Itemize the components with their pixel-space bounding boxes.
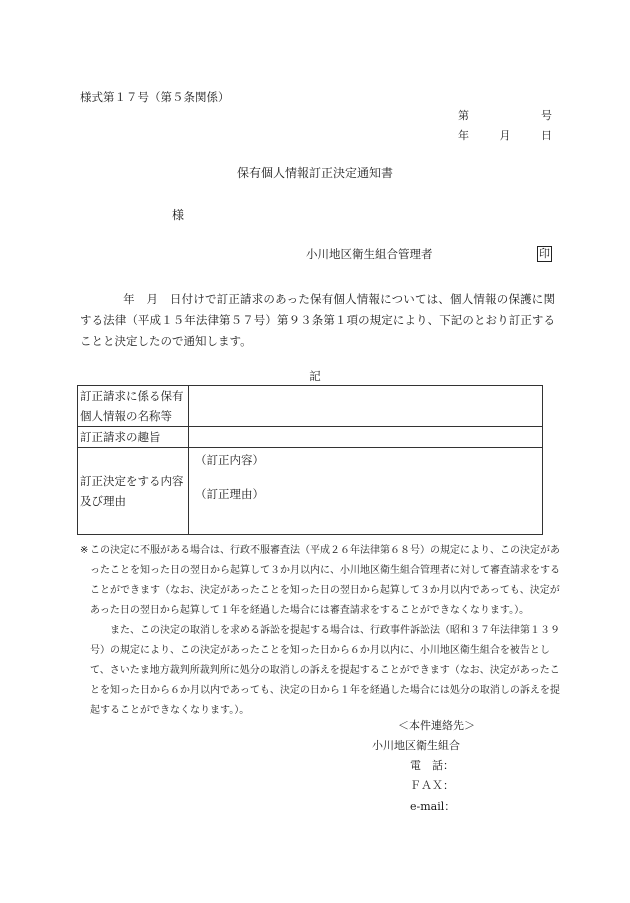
date-day: 日: [541, 129, 552, 142]
date-year: 年: [458, 129, 469, 142]
document-date: [458, 130, 552, 141]
contact-organization: 小川地区衛生組合: [372, 739, 460, 752]
row-label-request-purpose: 訂正請求の趣旨: [78, 427, 189, 448]
contact-email-label: e-mail：: [410, 800, 456, 813]
addressee-suffix: 様: [172, 208, 185, 222]
notes-section: [80, 541, 560, 721]
doc-number-prefix: 第: [458, 109, 469, 122]
date-month: 月: [499, 129, 511, 142]
note-mark: ※: [80, 545, 89, 556]
table-row: [78, 448, 543, 535]
row-value-info-name: [189, 386, 543, 427]
doc-number-suffix: 号: [541, 109, 552, 122]
correction-reason-label: （訂正理由）: [195, 487, 264, 501]
notice-body: [80, 289, 555, 352]
row-label-info-name: 訂正請求に係る保有個人情報の名称等: [78, 386, 189, 427]
decision-table: [77, 385, 543, 535]
seal-mark: 印: [539, 247, 550, 260]
issuer-name: 小川地区衛生組合管理者: [306, 247, 433, 261]
form-number: 様式第１７号（第５条関係）: [80, 90, 230, 104]
contact-tel-label: 電 話：: [410, 759, 454, 772]
row-value-request-purpose: [189, 427, 543, 448]
correction-content-label: （訂正内容）: [195, 453, 264, 467]
document-number: [458, 110, 552, 121]
document-title: 保有個人情報訂正決定通知書: [236, 166, 393, 180]
ki-heading: 記: [309, 369, 321, 383]
contact-fax-label: ＦＡＸ：: [410, 779, 454, 792]
table-row: [78, 386, 543, 427]
note-paragraph-lawsuit: また、この決定の取消しを求める訴訟を提起する場合は、行政事件訴訟法（昭和３７年法律第１３９号）の規定により、この決定があったことを知った日から６か月以内に、小川地区衛生組合を被告として、さいたま地方裁判所裁判所に処分の取消しの訴えを提起することができます（なお、決定があったことを知った日から６か月以内であっても、決定の日から１年を経過した場合には処分の取消しの訴えを提起することができなくなります。）。: [90, 625, 560, 716]
notice-body-text: 年 月 日付けで訂正請求のあった保有個人情報については、個人情報の保護に関する法律（平成１５年法律第５７号）第９３条第１項の規定により、下記のとおり訂正することと決定したので通知します。: [80, 292, 555, 348]
row-value-decision-content: [189, 448, 543, 535]
row-label-decision-content: 訂正決定をする内容及び理由: [78, 448, 189, 535]
table-row: [78, 427, 543, 448]
contact-heading: ＜本件連絡先＞: [398, 719, 475, 732]
note-paragraph-appeal: この決定に不服がある場合は、行政不服審査法（平成２６年法律第６８号）の規定により、この決定があったことを知った日の翌日から起算して３か月以内に、小川地区衛生組合管理者に対して審査請求をすることができます（なお、決定があったことを知った日の翌日から起算して３か月以内であっても、決定があった日の翌日から起算して１年を経過した場合には審査請求をすることができなくなります。）。: [90, 545, 560, 616]
